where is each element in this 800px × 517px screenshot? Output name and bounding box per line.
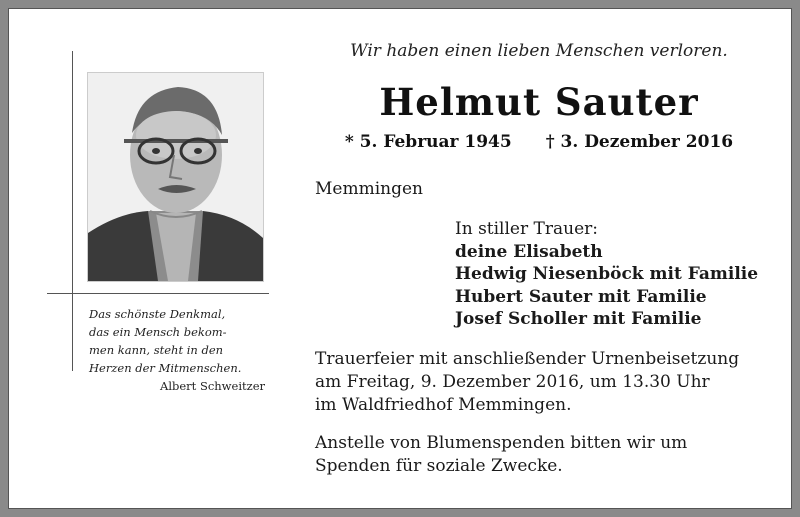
funeral-info — [315, 348, 739, 417]
quote-author: Albert Schweitzer — [160, 379, 265, 393]
quote-block — [89, 305, 265, 395]
decorative-vertical-line — [72, 51, 73, 371]
donation-info — [315, 432, 687, 478]
mourners-intro: In stiller Trauer: — [455, 219, 598, 239]
portrait-illustration — [88, 73, 263, 281]
mourner-name: Hubert Sauter mit Familie — [455, 286, 707, 307]
quote-line: Das schönste Denkmal, — [89, 307, 226, 321]
mourner-name: Hedwig Niesenböck mit Familie — [455, 264, 759, 284]
mourner-name: Josef Scholler mit Familie — [455, 309, 702, 329]
life-dates — [309, 132, 769, 152]
funeral-line: am Freitag, 9. Dezember 2016, um 13.30 Uhr — [315, 372, 710, 392]
donation-line: Anstelle von Blumenspenden bitten wir um — [315, 433, 688, 453]
mourners-list — [455, 218, 758, 331]
quote-line: Herzen der Mitmenschen. — [89, 361, 242, 375]
place: Memmingen — [315, 179, 423, 199]
decorative-horizontal-line — [47, 293, 269, 294]
funeral-line: Trauerfeier mit anschließender Urnenbeisetzung — [315, 349, 740, 369]
portrait-photo — [87, 72, 264, 282]
headline: Wir haben einen lieben Menschen verloren. — [350, 41, 728, 61]
mourner-name: deine Elisabeth — [455, 241, 603, 262]
quote-line: men kann, steht in den — [89, 343, 224, 357]
funeral-line: im Waldfriedhof Memmingen. — [315, 395, 572, 415]
deceased-name: Helmut Sauter — [379, 80, 699, 124]
quote-line: das ein Mensch bekom- — [89, 325, 227, 339]
death-date: † 3. Dezember 2016 — [545, 132, 734, 152]
donation-line: Spenden für soziale Zwecke. — [315, 456, 563, 476]
obituary-card — [8, 8, 792, 509]
birth-date: * 5. Februar 1945 — [344, 132, 512, 152]
